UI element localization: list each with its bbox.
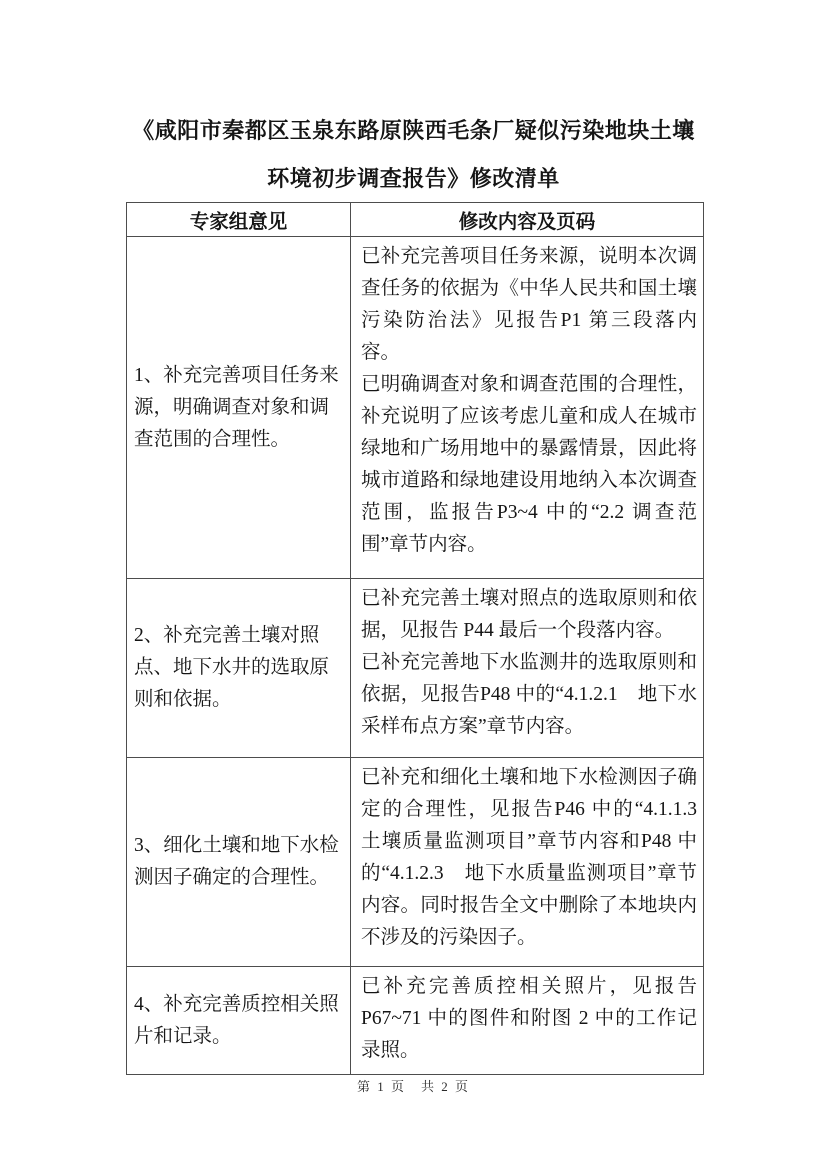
table-row bbox=[127, 579, 704, 758]
page-title bbox=[0, 107, 827, 203]
content-paragraph: 已补充完善质控相关照片，见报告P67~71 中的图件和附图 2 中的工作记录照。 bbox=[361, 976, 697, 1061]
content-paragraph: 已补充完善项目任务来源，说明本次调查任务的依据为《中华人民共和国土壤污染防治法》见报告P1 第三段落内容。 bbox=[361, 246, 697, 363]
table-header-row bbox=[127, 203, 704, 237]
column-header-expert-opinion: 专家组意见 bbox=[127, 203, 351, 237]
content-cell-4 bbox=[351, 967, 704, 1075]
opinion-cell-1: 1、补充完善项目任务来源，明确调查对象和调查范围的合理性。 bbox=[127, 237, 351, 579]
page-title-line-1: 《咸阳市秦都区玉泉东路原陕西毛条厂疑似污染地块土壤 bbox=[132, 117, 695, 143]
page-footer bbox=[0, 1076, 827, 1095]
column-header-revision-content: 修改内容及页码 bbox=[351, 203, 704, 237]
page-title-line-2: 环境初步调查报告》修改清单 bbox=[267, 165, 560, 191]
content-cell-2 bbox=[351, 579, 704, 758]
page-number: 第 1 页 共 2 页 bbox=[356, 1079, 470, 1094]
opinion-cell-4: 4、补充完善质控相关照片和记录。 bbox=[127, 967, 351, 1075]
content-paragraph: 已明确调查对象和调查范围的合理性，补充说明了应该考虑儿童和成人在城市绿地和广场用地中的暴露情景，因此将城市道路和绿地建设用地纳入本次调查范围，监报告P3~4 中的“2.2 调查范围”章节内容。 bbox=[361, 374, 697, 555]
content-cell-1 bbox=[351, 237, 704, 579]
content-paragraph: 已补充和细化土壤和地下水检测因子确定的合理性，见报告P46 中的“4.1.1.3 土壤质量监测项目”章节内容和P48 中的“4.1.2.3 地下水质量监测项目”章节内容。同时报告全文中删除了本地块内不涉及的污染因子。 bbox=[361, 767, 697, 948]
content-cell-3 bbox=[351, 758, 704, 967]
table-row bbox=[127, 967, 704, 1075]
content-paragraph: 已补充完善地下水监测井的选取原则和依据，见报告P48 中的“4.1.2.1 地下水采样布点方案”章节内容。 bbox=[361, 652, 697, 737]
revision-table bbox=[126, 202, 704, 1075]
opinion-cell-2: 2、补充完善土壤对照点、地下水井的选取原则和依据。 bbox=[127, 579, 351, 758]
content-paragraph: 已补充完善土壤对照点的选取原则和依据，见报告 P44 最后一个段落内容。 bbox=[361, 588, 697, 641]
table-row bbox=[127, 758, 704, 967]
table-row bbox=[127, 237, 704, 579]
opinion-cell-3: 3、细化土壤和地下水检测因子确定的合理性。 bbox=[127, 758, 351, 967]
